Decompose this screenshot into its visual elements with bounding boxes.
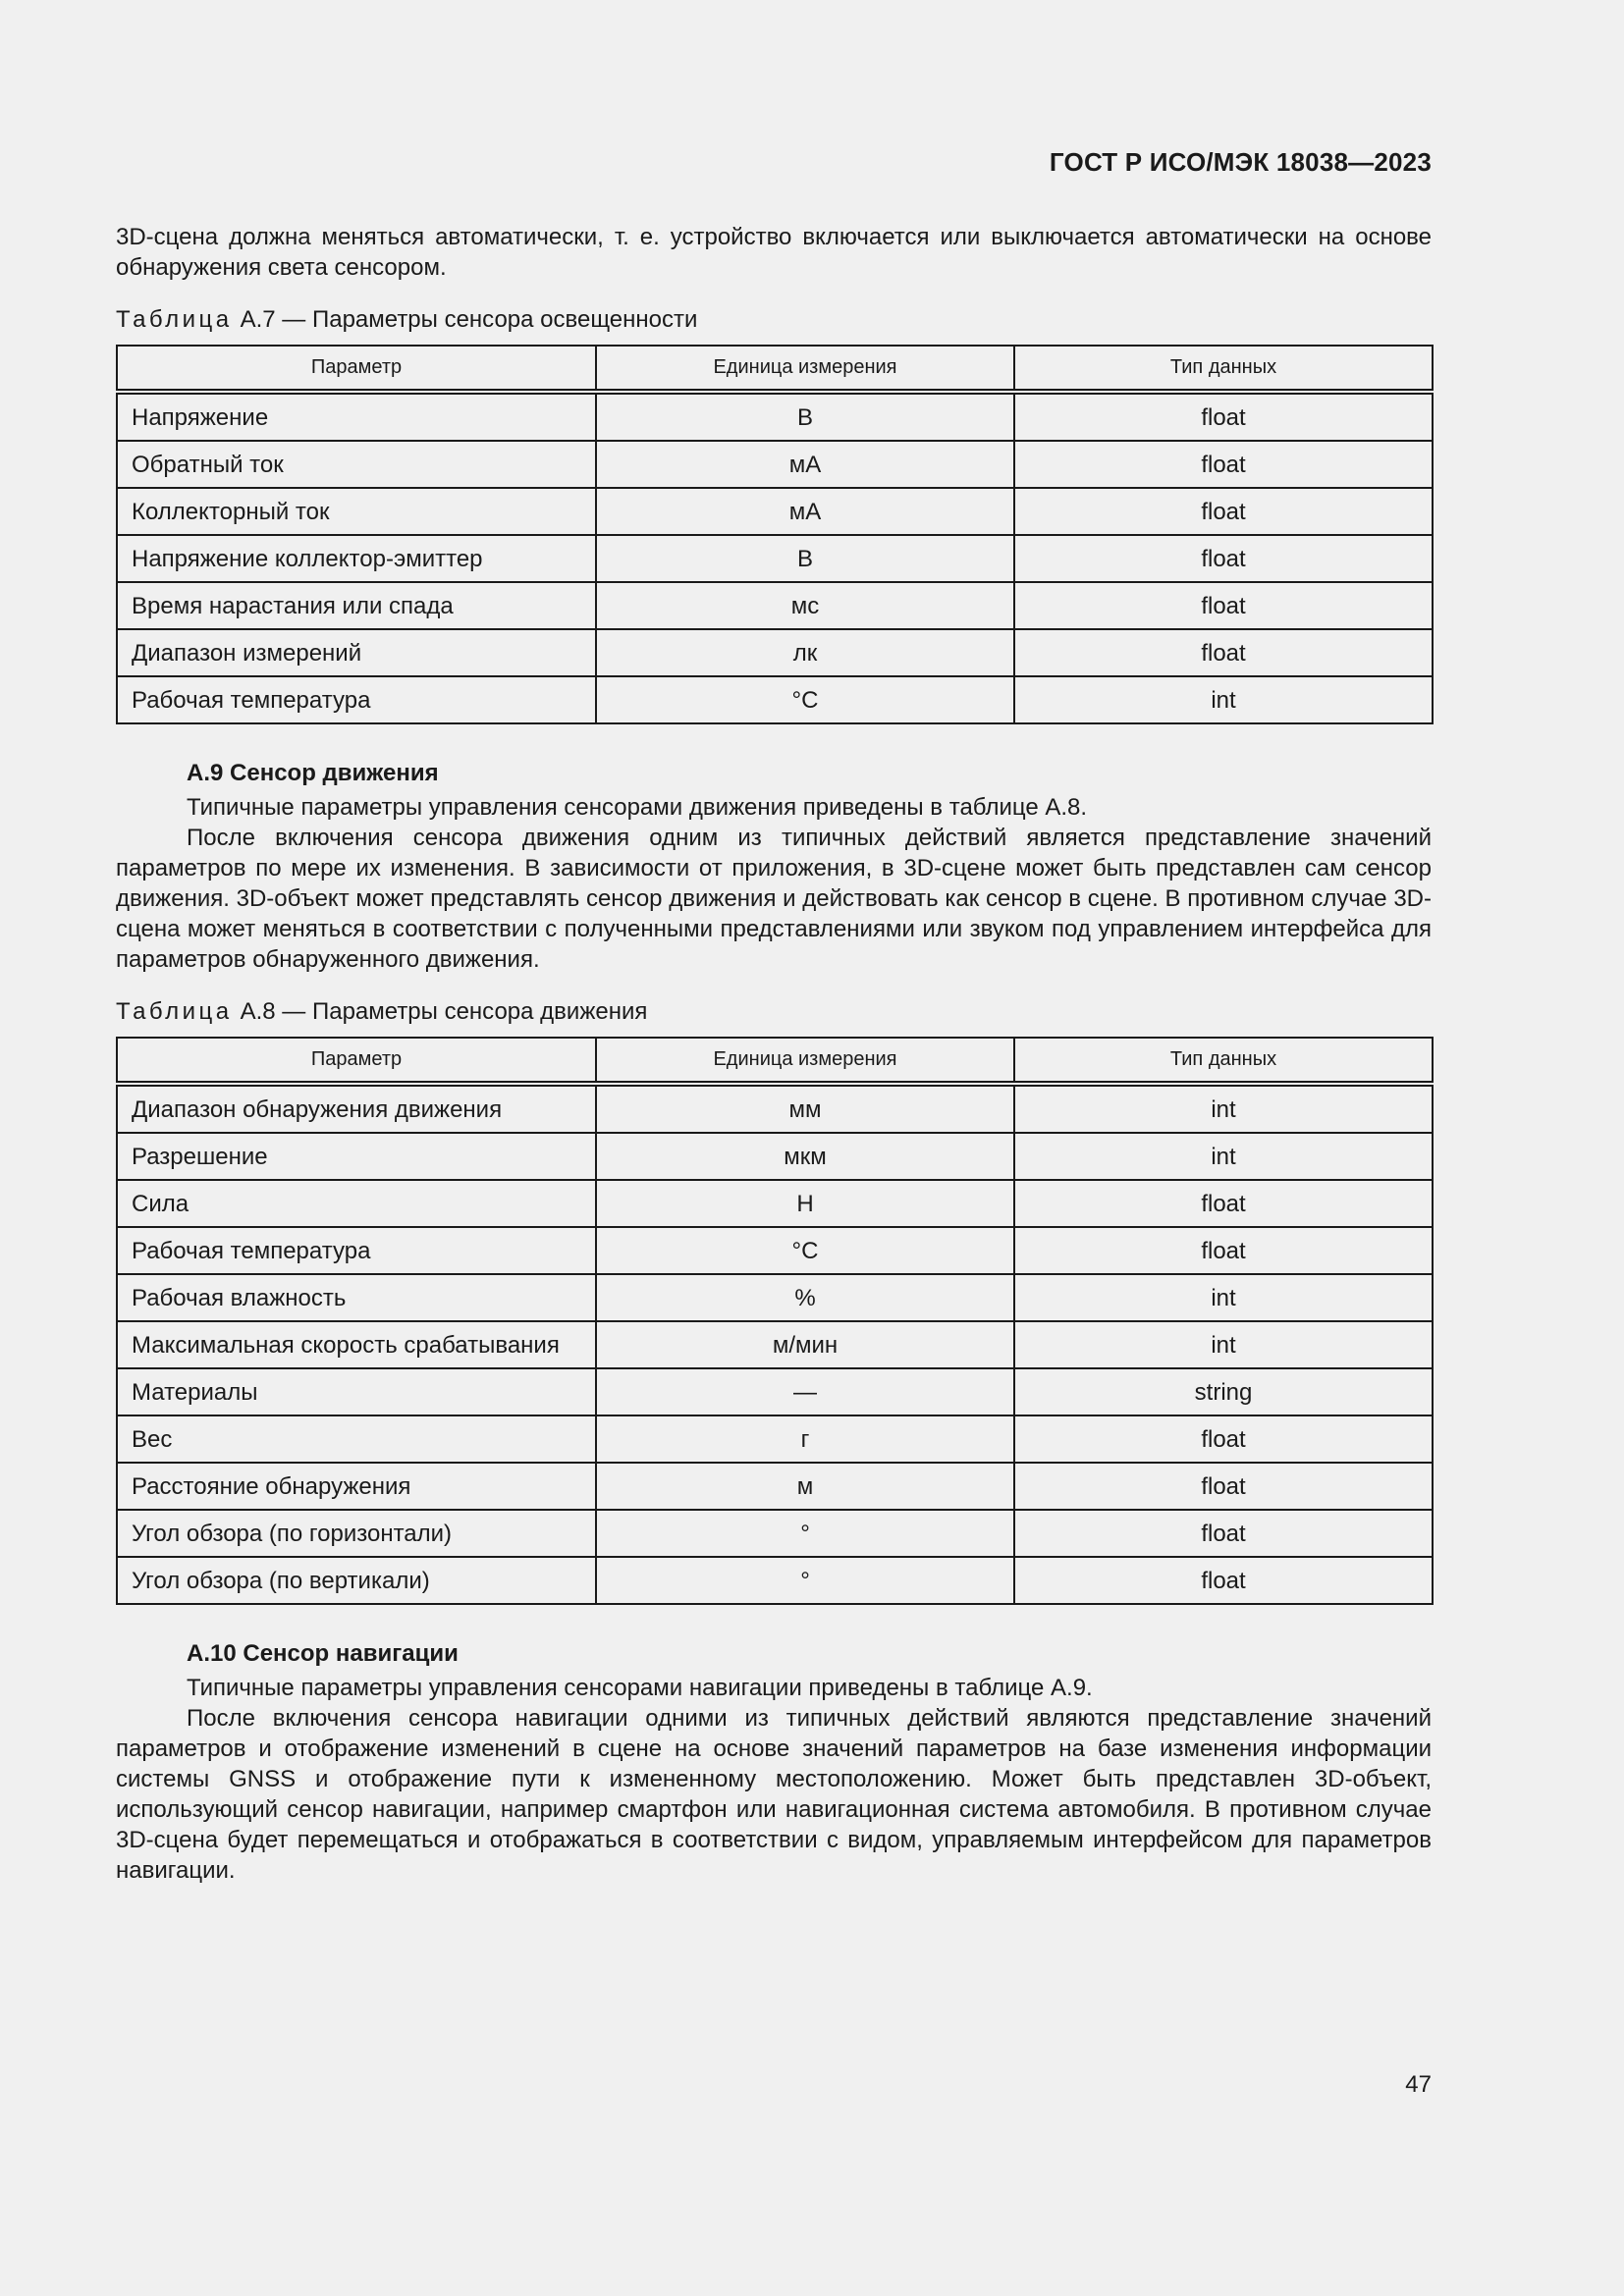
section-a10-paragraph-1: Типичные параметры управления сенсорами навигации приведены в таблице А.9. bbox=[187, 1675, 1093, 1701]
page-number: 47 bbox=[1405, 2071, 1432, 2098]
table-row bbox=[117, 1557, 1433, 1604]
parameter-cell: Напряжение bbox=[117, 392, 596, 441]
parameter-cell: Время нарастания или спада bbox=[117, 582, 596, 629]
datatype-cell: float bbox=[1014, 1415, 1433, 1463]
table-row bbox=[117, 1368, 1433, 1415]
parameter-cell: Коллекторный ток bbox=[117, 488, 596, 535]
parameter-cell: Разрешение bbox=[117, 1133, 596, 1180]
parameter-cell: Расстояние обнаружения bbox=[117, 1463, 596, 1510]
table-a8-caption-label: Таблица bbox=[116, 998, 233, 1025]
table-row bbox=[117, 1274, 1433, 1321]
table-a7-caption bbox=[116, 304, 1432, 335]
unit-cell: В bbox=[596, 392, 1014, 441]
unit-cell: ° bbox=[596, 1510, 1014, 1557]
datatype-cell: int bbox=[1014, 1274, 1433, 1321]
unit-cell: В bbox=[596, 535, 1014, 582]
table-row bbox=[117, 1463, 1433, 1510]
unit-cell: м bbox=[596, 1463, 1014, 1510]
parameter-cell: Угол обзора (по вертикали) bbox=[117, 1557, 596, 1604]
table-row bbox=[117, 441, 1433, 488]
datatype-cell: float bbox=[1014, 535, 1433, 582]
table-row bbox=[117, 1227, 1433, 1274]
unit-cell: ° bbox=[596, 1557, 1014, 1604]
unit-cell: Н bbox=[596, 1180, 1014, 1227]
datatype-cell: float bbox=[1014, 488, 1433, 535]
column-header: Тип данных bbox=[1014, 1038, 1433, 1084]
unit-cell: мс bbox=[596, 582, 1014, 629]
parameter-cell: Рабочая влажность bbox=[117, 1274, 596, 1321]
parameter-cell: Сила bbox=[117, 1180, 596, 1227]
section-a9-paragraph-2: После включения сенсора движения одним из типичных действий является представление значений параметров по мере их изменения. В зависимости от приложения, в 3D-сцене может быть представлен сам сенсор движения. 3D-объект может представлять сенсор движения и действовать как сенсор в сцене. В противном случае 3D-сцена может меняться в соответствии с полученными представлениями или звуком под управлением интерфейса для параметров обнаруженного движения. bbox=[116, 825, 1432, 973]
table-a7-caption-label: Таблица bbox=[116, 306, 233, 333]
parameter-cell: Рабочая температура bbox=[117, 1227, 596, 1274]
unit-cell: г bbox=[596, 1415, 1014, 1463]
column-header: Единица измерения bbox=[596, 346, 1014, 392]
table-row bbox=[117, 582, 1433, 629]
datatype-cell: int bbox=[1014, 1321, 1433, 1368]
table-a8 bbox=[116, 1037, 1434, 1605]
column-header: Параметр bbox=[117, 346, 596, 392]
parameter-cell: Рабочая температура bbox=[117, 676, 596, 723]
column-header: Параметр bbox=[117, 1038, 596, 1084]
datatype-cell: float bbox=[1014, 629, 1433, 676]
standard-designation: ГОСТ Р ИСО/МЭК 18038—2023 bbox=[1049, 147, 1432, 177]
table-header-row bbox=[117, 1038, 1433, 1084]
table-row bbox=[117, 1133, 1433, 1180]
table-a7 bbox=[116, 345, 1434, 724]
unit-cell: °С bbox=[596, 1227, 1014, 1274]
datatype-cell: float bbox=[1014, 392, 1433, 441]
table-a7-caption-text: А.7 — Параметры сенсора освещенности bbox=[240, 306, 698, 333]
datatype-cell: float bbox=[1014, 1227, 1433, 1274]
datatype-cell: float bbox=[1014, 1557, 1433, 1604]
table-row bbox=[117, 535, 1433, 582]
column-header: Тип данных bbox=[1014, 346, 1433, 392]
parameter-cell: Максимальная скорость срабатывания bbox=[117, 1321, 596, 1368]
table-row bbox=[117, 392, 1433, 441]
unit-cell: мм bbox=[596, 1084, 1014, 1133]
datatype-cell: string bbox=[1014, 1368, 1433, 1415]
intro-paragraph: 3D-сцена должна меняться автоматически, т. е. устройство включается или выключается автоматически на основе обнаружения света сенсором. bbox=[116, 224, 1432, 281]
parameter-cell: Диапазон обнаружения движения bbox=[117, 1084, 596, 1133]
table-row bbox=[117, 1084, 1433, 1133]
datatype-cell: int bbox=[1014, 1133, 1433, 1180]
table-row bbox=[117, 676, 1433, 723]
parameter-cell: Обратный ток bbox=[117, 441, 596, 488]
datatype-cell: float bbox=[1014, 1180, 1433, 1227]
datatype-cell: float bbox=[1014, 582, 1433, 629]
table-row bbox=[117, 1510, 1433, 1557]
unit-cell: лк bbox=[596, 629, 1014, 676]
column-header: Единица измерения bbox=[596, 1038, 1014, 1084]
unit-cell: — bbox=[596, 1368, 1014, 1415]
unit-cell: % bbox=[596, 1274, 1014, 1321]
table-row bbox=[117, 629, 1433, 676]
parameter-cell: Напряжение коллектор-эмиттер bbox=[117, 535, 596, 582]
table-row bbox=[117, 1415, 1433, 1463]
table-row bbox=[117, 488, 1433, 535]
section-a10-paragraph-2: После включения сенсора навигации одними из типичных действий являются представление значений параметров и отображение изменений в сцене на основе значений параметров на базе изменения информации системы GNSS и отображение пути к измененному местоположению. Может быть представлен 3D-объект, использующий сенсор навигации, например смартфон или навигационная система автомобиля. В противном случае 3D-сцена будет перемещаться и отображаться в соответствии с видом, управляемым интерфейсом для параметров навигации. bbox=[116, 1705, 1432, 1884]
table-row bbox=[117, 1180, 1433, 1227]
datatype-cell: float bbox=[1014, 441, 1433, 488]
section-a10-heading: А.10 Сенсор навигации bbox=[187, 1640, 459, 1667]
parameter-cell: Угол обзора (по горизонтали) bbox=[117, 1510, 596, 1557]
parameter-cell: Вес bbox=[117, 1415, 596, 1463]
unit-cell: мА bbox=[596, 441, 1014, 488]
datatype-cell: int bbox=[1014, 1084, 1433, 1133]
datatype-cell: float bbox=[1014, 1463, 1433, 1510]
parameter-cell: Материалы bbox=[117, 1368, 596, 1415]
unit-cell: м/мин bbox=[596, 1321, 1014, 1368]
unit-cell: мА bbox=[596, 488, 1014, 535]
page-content bbox=[116, 222, 1432, 1886]
unit-cell: мкм bbox=[596, 1133, 1014, 1180]
section-a9-paragraph-1: Типичные параметры управления сенсорами движения приведены в таблице А.8. bbox=[187, 794, 1088, 821]
datatype-cell: float bbox=[1014, 1510, 1433, 1557]
table-header-row bbox=[117, 346, 1433, 392]
unit-cell: °С bbox=[596, 676, 1014, 723]
table-row bbox=[117, 1321, 1433, 1368]
parameter-cell: Диапазон измерений bbox=[117, 629, 596, 676]
datatype-cell: int bbox=[1014, 676, 1433, 723]
table-a8-caption-text: А.8 — Параметры сенсора движения bbox=[240, 998, 648, 1025]
table-a8-caption bbox=[116, 996, 1432, 1027]
section-a9-heading: А.9 Сенсор движения bbox=[187, 760, 439, 786]
